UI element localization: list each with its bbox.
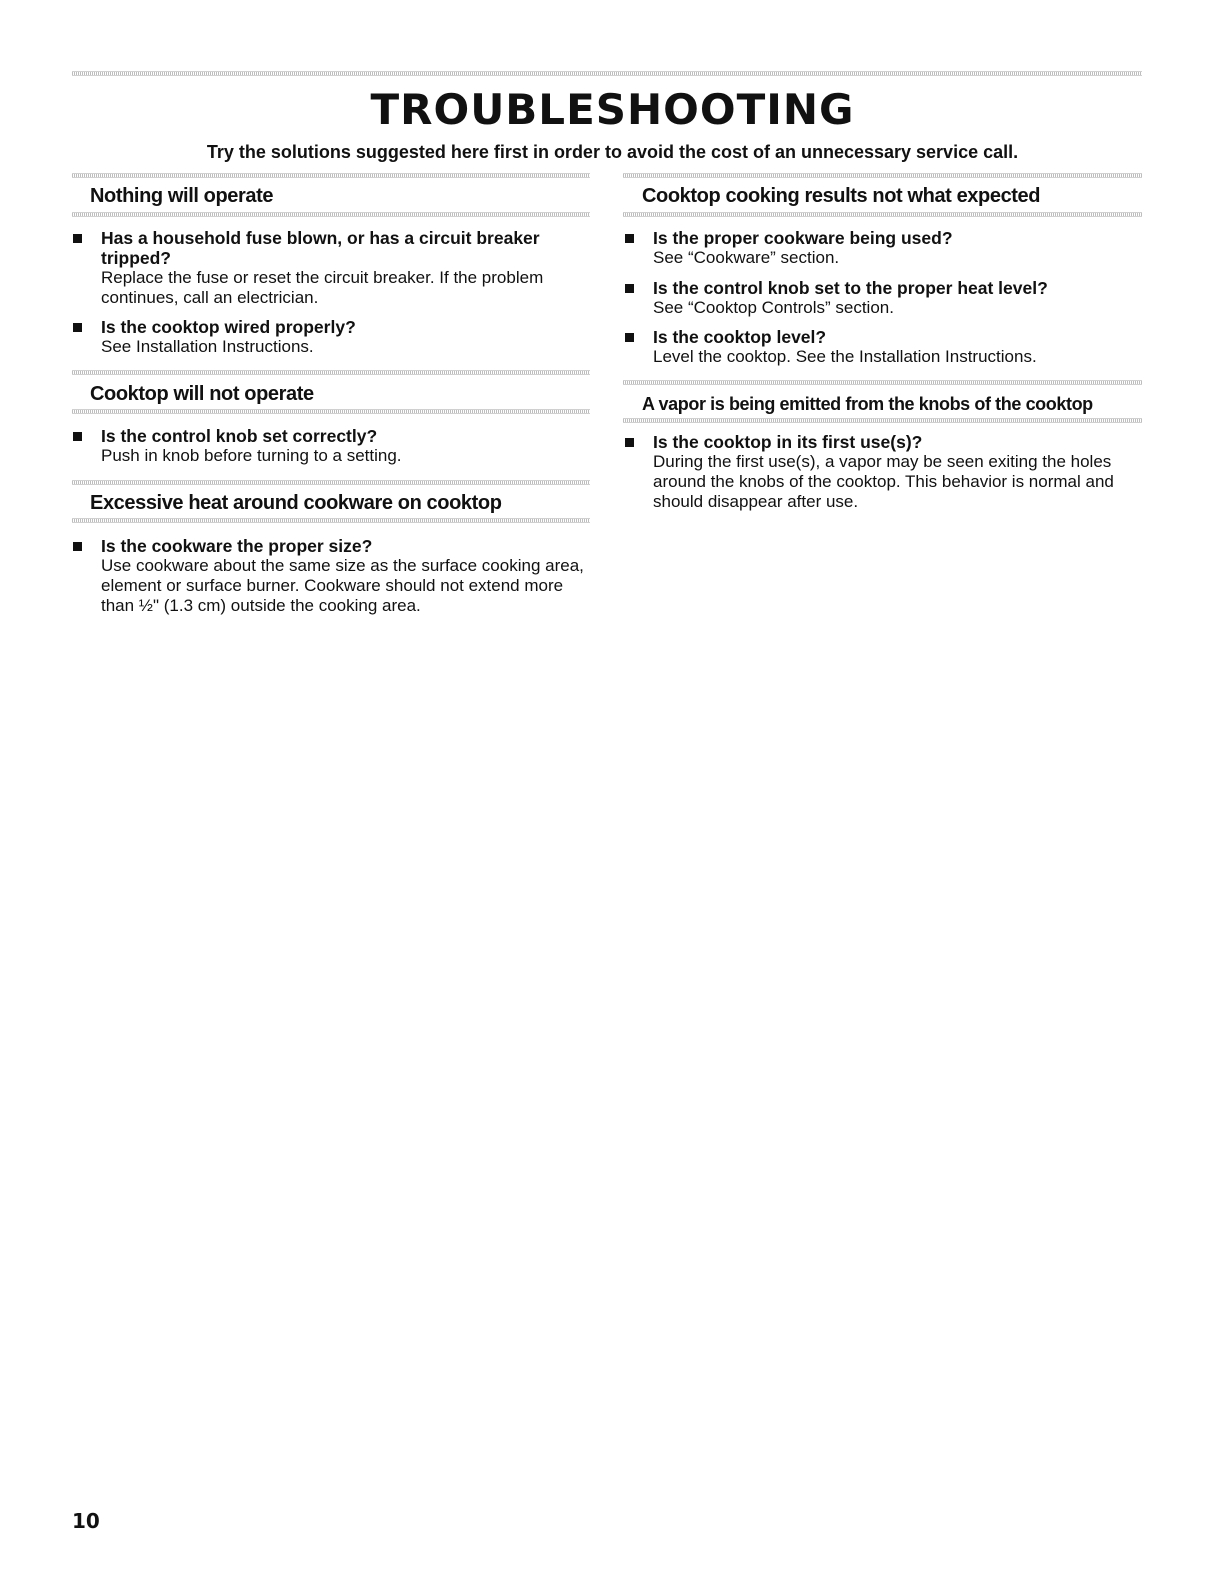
bullet-icon xyxy=(625,333,634,342)
list-item xyxy=(73,426,583,466)
section-heading-cooktop-will-not-operate: Cooktop will not operate xyxy=(90,383,314,405)
list-item xyxy=(73,317,583,357)
bullet-icon xyxy=(73,234,82,243)
section-heading-vapor: A vapor is being emitted from the knobs of the cooktop xyxy=(642,394,1093,414)
section-rule-top xyxy=(623,380,1142,385)
bullet-icon xyxy=(73,323,82,332)
question-text: Is the cookware the proper size? xyxy=(101,536,373,556)
bullet-icon xyxy=(73,432,82,441)
section-rule-top xyxy=(72,370,590,375)
list-item xyxy=(73,536,588,616)
top-rule xyxy=(72,71,1142,76)
list-item xyxy=(625,327,1140,367)
list-item xyxy=(625,278,1140,318)
question-text: Is the cooktop wired properly? xyxy=(101,317,356,337)
answer-text: See Installation Instructions. xyxy=(101,337,314,356)
answer-text: Replace the fuse or reset the circuit breaker. If the problem continues, call an electrician. xyxy=(101,268,544,307)
bullet-icon xyxy=(625,234,634,243)
page-subtitle: Try the solutions suggested here first in order to avoid the cost of an unnecessary service call. xyxy=(206,142,1019,162)
list-item xyxy=(73,228,583,308)
section-rule-top xyxy=(72,173,590,178)
question-text: Is the control knob set to the proper heat level? xyxy=(653,278,1048,298)
question-text: Is the control knob set correctly? xyxy=(101,426,378,446)
list-item xyxy=(625,228,1140,268)
section-rule-top xyxy=(72,480,590,485)
page-title: TROUBLESHOOTING xyxy=(370,85,855,134)
bullet-icon xyxy=(625,438,634,447)
answer-text: See “Cookware” section. xyxy=(653,248,840,267)
section-rule-bottom xyxy=(623,212,1142,217)
bullet-icon xyxy=(625,284,634,293)
section-rule-bottom xyxy=(72,409,590,414)
page-number: 10 xyxy=(72,1509,100,1533)
question-text: Is the cooktop in its first use(s)? xyxy=(653,432,923,452)
answer-text: Level the cooktop. See the Installation Instructions. xyxy=(653,347,1037,366)
section-rule-bottom xyxy=(72,518,590,523)
question-text: Has a household fuse blown, or has a circuit breaker tripped? xyxy=(101,228,540,268)
question-text: Is the cooktop level? xyxy=(653,327,827,347)
bullet-icon xyxy=(73,542,82,551)
list-item xyxy=(625,432,1140,512)
question-text: Is the proper cookware being used? xyxy=(653,228,953,248)
section-heading-cooking-results: Cooktop cooking results not what expected xyxy=(642,185,1041,207)
answer-text: Use cookware about the same size as the surface cooking area, element or surface burner. Cookware should not extend more than ½" (1.3 cm) outside the cooking area. xyxy=(101,556,584,615)
answer-text: During the first use(s), a vapor may be seen exiting the holes around the knobs of the cooktop. This behavior is normal and should disappear after use. xyxy=(653,452,1114,511)
section-rule-bottom xyxy=(72,212,590,217)
section-rule-bottom xyxy=(623,418,1142,423)
section-heading-nothing-will-operate: Nothing will operate xyxy=(90,185,274,207)
section-heading-excessive-heat: Excessive heat around cookware on cooktop xyxy=(90,492,502,514)
answer-text: Push in knob before turning to a setting. xyxy=(101,446,402,465)
section-rule-top xyxy=(623,173,1142,178)
answer-text: See “Cooktop Controls” section. xyxy=(653,298,894,317)
